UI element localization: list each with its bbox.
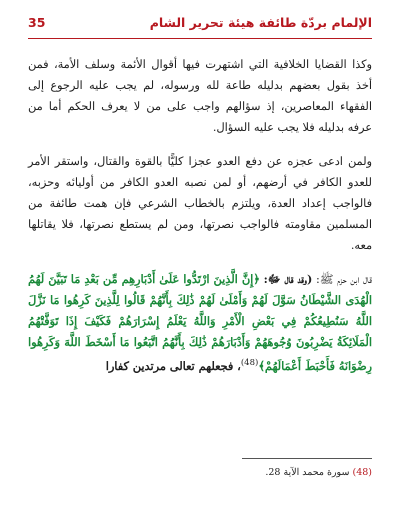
page-body <box>28 54 372 377</box>
footnote-reference: (48) <box>240 358 259 368</box>
page-number: 35 <box>28 15 46 30</box>
quran-verse: ﴿إِنَّ الَّذِينَ ارْتَدُّوا عَلَىٰ أَدْبَارِهِم مِّن بَعْدِ مَا تَبَيَّنَ لَهُمُ الْهُدَى الشَّيْطَانُ سَوَّلَ لَهُمْ وَأَمْلَىٰ لَهُمْ ذَٰلِكَ بِأَنَّهُمْ قَالُوا لِلَّذِينَ كَرِهُوا مَا نَزَّلَ اللَّهُ سَنُطِيعُكُمْ فِي بَعْضِ الْأَمْرِ وَاللَّهُ يَعْلَمُ إِسْرَارَهُمْ فَكَيْفَ إِذَا تَوَفَّتْهُمُ الْمَلَائِكَةُ يَضْرِبُونَ وُجُوهَهُمْ وَأَدْبَارَهُمْ ذَٰلِكَ بِأَنَّهُمُ اتَّبَعُوا مَا أَسْخَطَ اللَّهَ وَكَرِهُوا رِضْوَانَهُ فَأَحْبَطَ أَعْمَالَهُمْ﴾ <box>28 272 372 373</box>
footnote-divider <box>242 458 372 459</box>
quote-lead: (وقد قال ﷻ: <box>263 272 313 286</box>
quote-intro: قال ابن حزم ﷺ: <box>316 273 373 286</box>
paragraph-2: ولمن ادعى عجزه عن دفع العدو عجزا كليًّا بالقوة والقتال، واستقر الأمر للعدو الكافر في أرضهم، أو لمن نصبه العدو الكافر من أوليائه وحزبه، فالواجب إعداد العدة، ويلتزم بالخطاب الشرعي فإن همت طائفة من المسلمين مقاومته فالواجب نصرتها، ومن لم يستطع نصرتها، فلا يقاتلها معه. <box>28 155 372 252</box>
page-header <box>28 12 372 39</box>
running-title: الإلمام بردّة طائفة هيئة تحرير الشام <box>149 15 372 30</box>
paragraph-1: وكذا القضايا الخلافية التي اشتهرت فيها أقوال الأئمة وسلف الأمة، فمن أخذ بقول بعضهم بدليله طاعة لله ورسوله، لم يجب عليه الرجوع إلى الفقهاء المعاصرين، إذ سؤالهم واجب على من لا يعرف الحكم أما من عرفه بدليله فلا يجب عليه السؤال. <box>28 58 372 134</box>
footnote-number: (48) <box>352 467 372 478</box>
quote-tail: ، فجعلهم تعالى مرتدين كفارا <box>105 358 241 373</box>
footnote-text: سورة محمد الآية 28. <box>265 467 350 478</box>
paragraph-3 <box>28 269 372 377</box>
footnotes <box>28 458 372 478</box>
footnote-48 <box>28 467 372 478</box>
